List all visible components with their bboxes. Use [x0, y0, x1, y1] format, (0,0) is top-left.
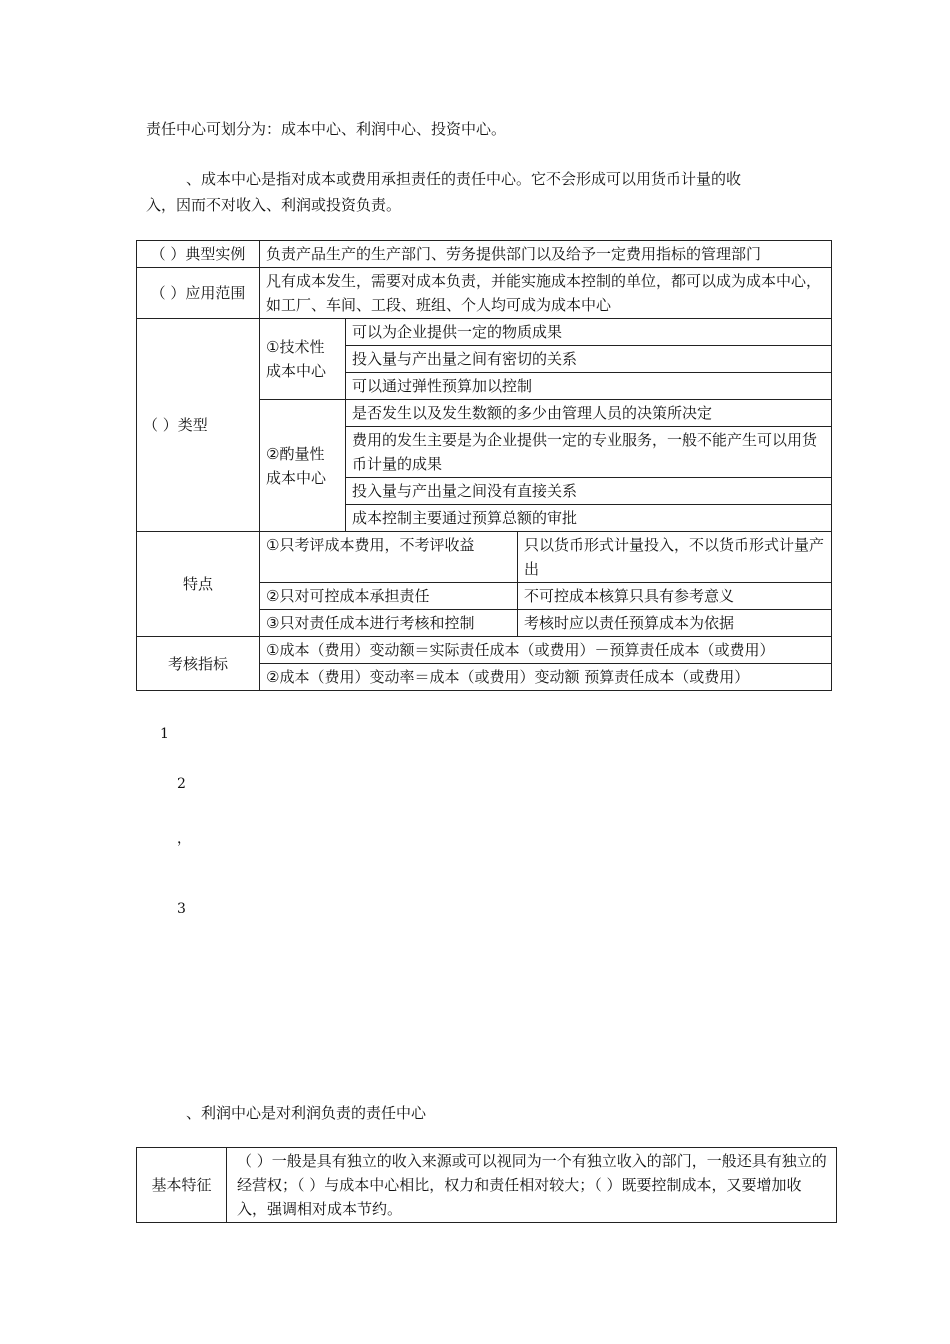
table-row — [137, 637, 832, 664]
feature-left: ②只对可控成本承担责任 — [260, 583, 518, 610]
feature-right: 只以货币形式计量投入，不以货币形式计量产出 — [518, 532, 832, 583]
footnote-number: 2 — [177, 776, 186, 792]
discretionary-item: 是否发生以及发生数额的多少由管理人员的决策所决定 — [346, 400, 832, 427]
typical-example-label: （ ）典型实例 — [137, 241, 260, 268]
kpi-label: 考核指标 — [137, 637, 260, 691]
footnote-mark: ， — [177, 831, 191, 847]
feature-right: 考核时应以责任预算成本为依据 — [518, 610, 832, 637]
table-row — [137, 532, 832, 583]
type-label: （ ）类型 — [137, 319, 260, 532]
cost-center-paragraph-line2: 入，因而不对收入、利润或投资负责。 — [146, 196, 402, 214]
basic-feature-value: （ ）一般是具有独立的收入来源或可以视同为一个有独立收入的部门，一般还具有独立的经营权；（ ）与成本中心相比，权力和责任相对较大；（ ）既要控制成本，又要增加收入，强调相对成本节约。 — [227, 1148, 837, 1223]
footnote-number: 1 — [160, 726, 169, 742]
profit-center-heading: 、利润中心是对利润负责的责任中心 — [186, 1104, 427, 1122]
feature-label: 特点 — [137, 532, 260, 637]
cost-center-table — [136, 240, 832, 691]
scope-label: （ ）应用范围 — [137, 268, 260, 319]
table-row — [137, 268, 832, 319]
feature-left: ③只对责任成本进行考核和控制 — [260, 610, 518, 637]
footnote-number: 3 — [177, 901, 186, 917]
discretionary-item: 成本控制主要通过预算总额的审批 — [346, 505, 832, 532]
profit-center-table — [136, 1147, 837, 1223]
feature-right: 不可控成本核算只具有参考意义 — [518, 583, 832, 610]
kpi-formula: ②成本（费用）变动率＝成本（或费用）变动额 预算责任成本（或费用） — [260, 664, 832, 691]
basic-feature-label: 基本特征 — [137, 1148, 227, 1223]
cost-center-paragraph-line1: 、成本中心是指对成本或费用承担责任的责任中心。它不会形成可以用货币计量的收 — [186, 170, 742, 188]
feature-left: ①只考评成本费用，不考评收益 — [260, 532, 518, 583]
typical-example-value: 负责产品生产的生产部门、劳务提供部门以及给予一定费用指标的管理部门 — [260, 241, 832, 268]
discretionary-cost-center-label: ②酌量性成本中心 — [260, 400, 346, 532]
discretionary-item: 费用的发生主要是为企业提供一定的专业服务，一般不能产生可以用货币计量的成果 — [346, 427, 832, 478]
table-row — [137, 319, 832, 346]
discretionary-item: 投入量与产出量之间没有直接关系 — [346, 478, 832, 505]
scope-value: 凡有成本发生，需要对成本负责，并能实施成本控制的单位，都可以成为成本中心，如工厂、车间、工段、班组、个人均可成为成本中心 — [260, 268, 832, 319]
intro-line: 责任中心可划分为：成本中心、利润中心、投资中心。 — [146, 120, 507, 138]
technical-item: 可以为企业提供一定的物质成果 — [346, 319, 832, 346]
table-row — [137, 1148, 837, 1223]
technical-item: 投入量与产出量之间有密切的关系 — [346, 346, 832, 373]
table-row — [137, 241, 832, 268]
kpi-formula: ①成本（费用）变动额＝实际责任成本（或费用）－预算责任成本（或费用） — [260, 637, 832, 664]
technical-item: 可以通过弹性预算加以控制 — [346, 373, 832, 400]
technical-cost-center-label: ①技术性成本中心 — [260, 319, 346, 400]
